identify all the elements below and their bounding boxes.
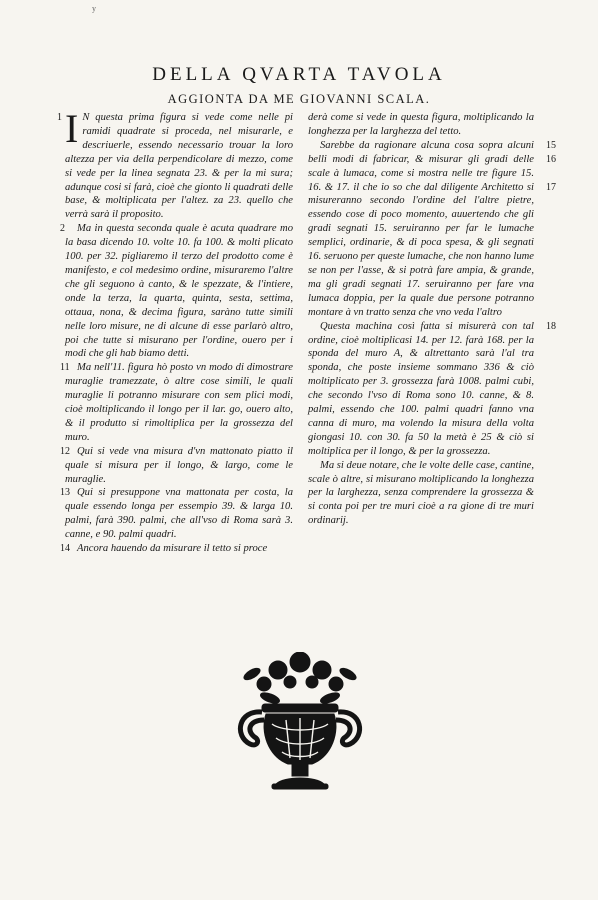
- paragraph-text: Ancora hauendo da misurare il tetto si proce: [77, 543, 268, 555]
- page-subtitle: AGGIONTA DA ME GIOVANNI SCALA.: [167, 92, 431, 106]
- figure-number: 13: [60, 487, 70, 499]
- left-column: [57, 106, 293, 556]
- paragraph-text: Qui si presuppone vna mattonata per costa, la quale essendo longa per essempio 39. & larga 10. palmi, farà 390. palmi, che all'vso di Roma sarà 3. canne, e 90. palmi quadri.: [65, 487, 293, 541]
- figure-number: 17: [546, 181, 556, 193]
- paragraph: [308, 111, 534, 139]
- paragraph: [308, 139, 556, 320]
- figure-number: 2: [60, 223, 65, 235]
- figure-number: 14: [60, 543, 70, 555]
- figure-number: 16: [546, 153, 556, 165]
- paragraph: [57, 106, 293, 222]
- paragraph-text: Questa machina così fatta si misurerà con tal ordine, cioè moltiplicasi 14. per 12. farà 168. per la sponda del muro A, & altrettanto sarà l'al tra sponda, che poste insieme sommano 336 & ciò moltiplicato per 3. grossezza farà 1008. palmi cubi, che secondo l'vso di Roma sono 10. canne, & 8. palmi, essendo che 100. palmi quadri fanno vna canna di muro, ma volendo la misura della volta giongasi 10. con 30. fa 50 la metà è 25 & ciò si moltiplica per il longo, & per la grossezza.: [308, 320, 534, 457]
- figure-number: 1: [57, 112, 62, 123]
- figure-number: 15: [546, 139, 556, 151]
- corner-mark: y: [92, 4, 96, 13]
- page-title: DELLA QVARTA TAVOLA: [152, 64, 446, 85]
- right-column: [308, 111, 556, 528]
- paragraph-text: Ma nell'11. figura hò posto vn modo di dimostrare muraglie tramezzate, ò altre cose simili, le quali muraglie li potranno misurare con sem plici modi, cioè moltiplicando il longo per il lar. go, ouero alto, & il produtto si rimoltiplica per la grossezza del muro.: [65, 362, 293, 443]
- paragraph: [308, 459, 534, 529]
- paragraph: [60, 542, 293, 556]
- paragraph-text: Ma in questa seconda quale è acuta quadrare mo la basa dicendo 10. volte 10. fa 100. & molti plicato 100. per 32. pigliaremo il terzo del prodotto come è manifesto, e col medesimo ordine, misuraremo l'altre che gli seguono à canto, & le spezzate, & l'intiere, onde la terza, la quarta, quinta, sesta, settima, ottaua, nona, & decima figura, saràno tutte simili nelle loro misure, ne di alcune di esse parlarò altro, poi che tutte si misurano per l'ordine, ouero per i modi che gli hab biamo detti.: [65, 223, 293, 360]
- paragraph: [60, 486, 293, 542]
- figure-number: 18: [546, 320, 556, 332]
- drop-cap: I: [65, 106, 79, 151]
- paragraph: [60, 361, 293, 444]
- vase-with-flowers-woodcut-icon: [220, 652, 380, 802]
- paragraph: [60, 222, 293, 361]
- paragraph-text: N questa prima figura si vede come nelle pi ramidi quadrate si proceda, nel misurarle, e descriuerle, essendo necessario trouar la loro altezza per via della perpendicolare di mezzo, come si vede per la linea segnata 23. & per la mi sura; adunque cosi si farà, cioè che gionto li quadrati delle base, & moltiplicata per l'altez. za 23. quello che verrà sarà il proposito.: [65, 112, 293, 221]
- paragraph-text: Qui si vede vna misura d'vn mattonato piatto il quale si misura per il longo, & largo, come le muraglie.: [65, 445, 293, 485]
- figure-number: 11: [60, 362, 70, 374]
- paragraph-text: Ma si deue notare, che le volte delle case, cantine, scale ò altre, si misurano moltiplicando la longhezza per la larghezza, senza comprendere la grossezza & si conta poi per tre muri cioè a ra gione di tre muri ordinarij.: [308, 459, 534, 527]
- paragraph-text: Sarebbe da ragionare alcuna cosa sopra alcuni belli modi di fabricar, & misurar gli gradi delle scale à lumaca, come si mostra nelle tre figure 15. 16. & 17. il che io so che dal diligente Architetto si misureranno secondo l'ordine del l'altre pietre, essendo cose di poco momento, auuertendo che gli gradi segnati 15. seruiranno per far le lumache semplici, ordinarie, & di poca spesa, & gli segnati 16. seruono per queste lumache, che non hanno lume se non per l'asse, & si potrà fare ampia, & grande, ma gli gradi segnati 17. seruiranno per fare vna lumaca doppia, per la quale due persone potranno montare à vn tratto senza che vno veda l'altro: [308, 139, 534, 318]
- paragraph: [60, 445, 293, 487]
- figure-number: 12: [60, 445, 70, 457]
- paragraph: [308, 320, 556, 459]
- paragraph-text: derà come si vede in questa figura, moltiplicando la longhezza per la larghezza del tetto.: [308, 112, 534, 137]
